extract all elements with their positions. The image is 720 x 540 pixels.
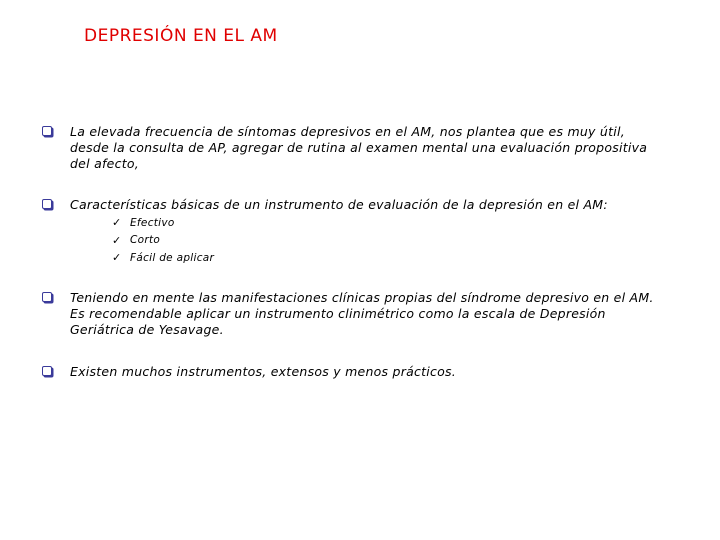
- checklist-item-label: Corto: [130, 234, 161, 247]
- bullet-text: Existen muchos instrumentos, extensos y menos prácticos.: [70, 364, 456, 379]
- checklist: [112, 214, 412, 267]
- checklist-item-label: Fácil de aplicar: [130, 251, 215, 264]
- checkmark-icon: ✓: [112, 251, 122, 265]
- checkmark-icon: ✓: [112, 233, 122, 247]
- bullet-text: Características básicas de un instrumento de evaluación de la depresión en el AM:: [70, 197, 608, 212]
- bullet-text: La elevada frecuencia de síntomas depresivos en el AM, nos plantea que es muy útil, desde la consulta de AP, agregar de rutina al examen mental una evaluación propositiva del afecto,: [70, 124, 648, 171]
- square-bullet-icon: [42, 292, 52, 302]
- bullet-item: [42, 124, 692, 172]
- checklist-item: [112, 249, 412, 267]
- checklist-item-label: Efectivo: [130, 216, 175, 229]
- square-bullet-icon: [42, 366, 52, 376]
- bullet-text: Teniendo en mente las manifestaciones clínicas propias del síndrome depresivo en el AM. Es recomendable aplicar un instrumento clinimétrico como la escala de Depresión Geriátrica de Yesavage.: [70, 290, 654, 337]
- checklist-item: [112, 214, 412, 232]
- bullet-item: [42, 364, 692, 380]
- checkmark-icon: ✓: [112, 216, 122, 230]
- square-bullet-icon: [42, 126, 52, 136]
- slide-title: DEPRESIÓN EN EL AM: [84, 26, 278, 46]
- square-bullet-icon: [42, 199, 52, 209]
- bullet-item: [42, 290, 692, 338]
- bullet-item: [42, 197, 692, 213]
- checklist-item: [112, 232, 412, 250]
